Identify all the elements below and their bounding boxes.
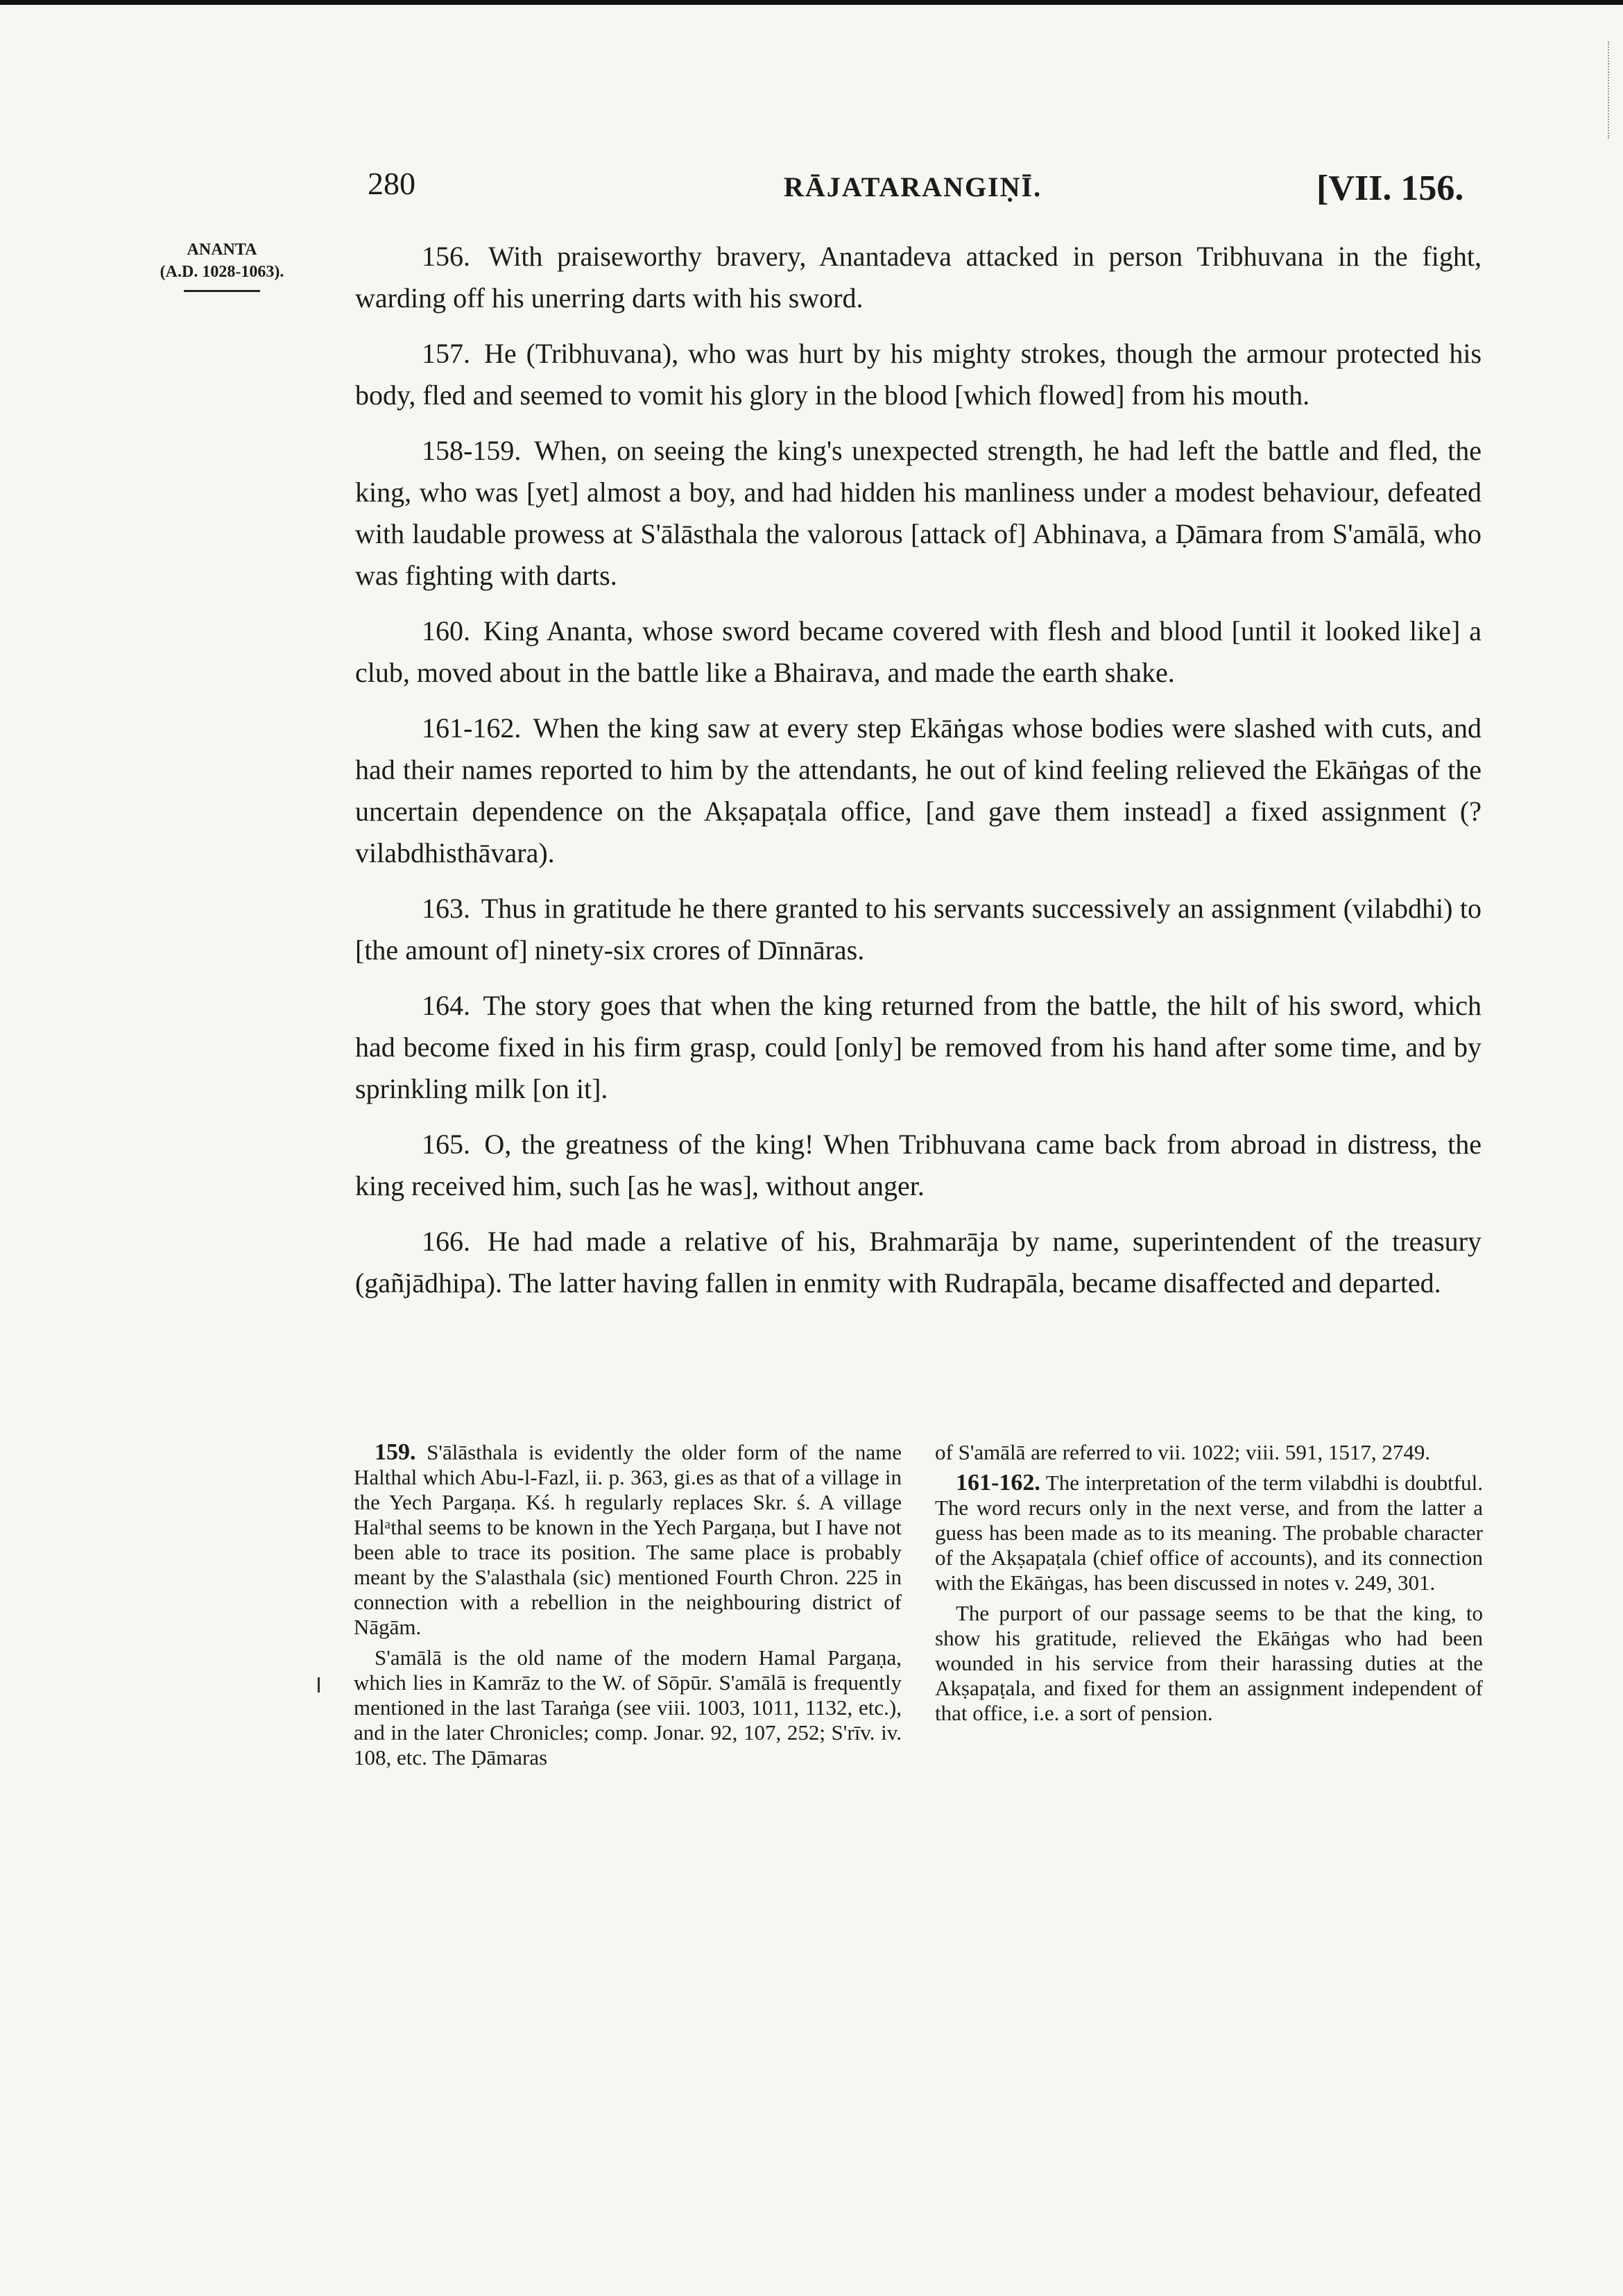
verse-number: 163.	[422, 893, 470, 924]
footnote-text: of S'amālā are referred to vii. 1022; viii. 591, 1517, 2749.	[935, 1440, 1431, 1464]
running-title: RĀJATARANGIṆĪ.	[784, 171, 1042, 203]
verse-text: He had made a relative of his, Brahmarāja by name, superintendent of the treasury (gañjādhipa). The latter having fallen in enmity with Rudrapāla, became disaffected and departed.	[355, 1226, 1482, 1299]
verse-text: The story goes that when the king returned from the battle, the hilt of his sword, which had become fixed in his firm grasp, could [only] be removed from his hand after some time, and by sprinkling milk [on it].	[355, 990, 1482, 1104]
verse-reference: [VII. 156.	[1316, 169, 1464, 208]
verse-number: 164.	[422, 990, 470, 1021]
page-header	[0, 165, 1623, 221]
footnote	[935, 1471, 1483, 1595]
verse-paragraph	[355, 1124, 1482, 1207]
verse-text: With praiseworthy bravery, Anantadeva attacked in person Tribhuvana in the fight, warding off his unerring darts with his sword.	[355, 241, 1482, 314]
margin-tick-mark	[318, 1677, 320, 1693]
verse-number: 160.	[422, 615, 470, 646]
verse-text: Thus in gratitude he there granted to his servants successively an assignment (vilabdhi) to [the amount of] ninety-six crores of Dīnnāras.	[355, 893, 1482, 966]
verse-text: When, on seeing the king's unexpected strength, he had left the battle and fled, the king, who was [yet] almost a boy, and had hidden his manliness under a modest behaviour, defeated with laudable prowess at S'ālāsthala the valorous [attack of] Abhinava, a Ḍāmara from S'amālā, who was fighting with darts.	[355, 435, 1482, 591]
footnote	[935, 1440, 1483, 1465]
verse-paragraph	[355, 610, 1482, 694]
footnote-number: 161-162.	[956, 1470, 1040, 1496]
verse-number: 161-162.	[422, 712, 522, 744]
verse-paragraph	[355, 236, 1482, 319]
footnote-text: The purport of our passage seems to be that the king, to show his gratitude, relieved the Ekāṅgas who had been wounded in his service from their harassing duties at the Akṣapaṭala, and fixed for them an assignment independent of that office, i.e. a sort of pension.	[935, 1601, 1483, 1725]
footnote-number: 159.	[375, 1439, 416, 1465]
footnote	[935, 1601, 1483, 1726]
footnote-text: The interpretation of the term vilabdhi is doubtful. The word recurs only in the next verse, and from the latter a guess has been made as to its meaning. The probable character of the Akṣapaṭala (chief office of accounts), and its connection with the Ekāṅgas, has been discussed in notes v. 249, 301.	[935, 1471, 1483, 1595]
page-number: 280	[368, 166, 415, 201]
verse-paragraph	[355, 888, 1482, 971]
footnote	[354, 1440, 902, 1640]
footnotes-right-column	[935, 1440, 1483, 1726]
verse-number: 166.	[422, 1226, 470, 1257]
verse-text: King Ananta, whose sword became covered with flesh and blood [until it looked like] a club, moved about in the battle like a Bhairava, and made the earth shake.	[355, 615, 1482, 688]
verse-text: O, the greatness of the king! When Tribhuvana came back from abroad in distress, the king received him, such [as he was], without anger.	[355, 1129, 1482, 1201]
scan-margin-speckle	[1608, 42, 1611, 139]
footnotes-left-column	[354, 1440, 902, 1770]
verse-number: 157.	[422, 338, 470, 369]
footnote-text: S'ālāsthala is evidently the older form of the name Halthal which Abu-l-Fazl, ii. p. 363, gi.es as that of a village in the Yech Pargaṇa. Kś. h regularly replaces Skr. ś. A village Halᵃthal seems to be known in the Yech Pargaṇa, but I have not been able to trace its position. The same place is probably meant by the S'alasthala (sic) mentioned Fourth Chron. 225 in connection with a rebellion in the neighbouring district of Nāgām.	[354, 1440, 902, 1639]
margin-sidenote	[153, 239, 291, 292]
verse-text: When the king saw at every step Ekāṅgas whose bodies were slashed with cuts, and had their names reported to him by the attendants, he out of kind feeling relieved the Ekāṅgas of the uncertain dependence on the Akṣapaṭala office, [and gave them instead] a fixed assignment (? vilabdhisthāvara).	[355, 712, 1482, 868]
verse-paragraph	[355, 985, 1482, 1110]
verse-text: He (Tribhuvana), who was hurt by his mighty strokes, though the armour protected his body, fled and seemed to vomit his glory in the blood [which flowed] from his mouth.	[355, 338, 1482, 411]
verse-paragraph	[355, 1221, 1482, 1304]
main-text	[355, 236, 1482, 1318]
sidenote-king: ANANTA	[187, 241, 257, 259]
footnote-text: S'amālā is the old name of the modern Hamal Pargaṇa, which lies in Kamrāz to the W. of Sōpūr. S'amālā is frequently mentioned in the last Taraṅga (see viii. 1003, 1011, 1132, etc.), and in the later Chronicles; comp. Jonar. 92, 107, 252; S'rīv. iv. 108, etc. The Ḍāmaras	[354, 1645, 902, 1770]
top-border-rule	[0, 0, 1623, 5]
footnote	[354, 1645, 902, 1770]
sidenote-dates: (A.D. 1028-1063).	[160, 263, 284, 281]
verse-number: 158-159.	[422, 435, 522, 466]
verse-paragraph	[355, 333, 1482, 416]
sidenote-rule	[184, 290, 260, 292]
verse-number: 165.	[422, 1129, 470, 1160]
verse-paragraph	[355, 430, 1482, 597]
verse-paragraph	[355, 708, 1482, 874]
verse-number: 156.	[422, 241, 470, 272]
